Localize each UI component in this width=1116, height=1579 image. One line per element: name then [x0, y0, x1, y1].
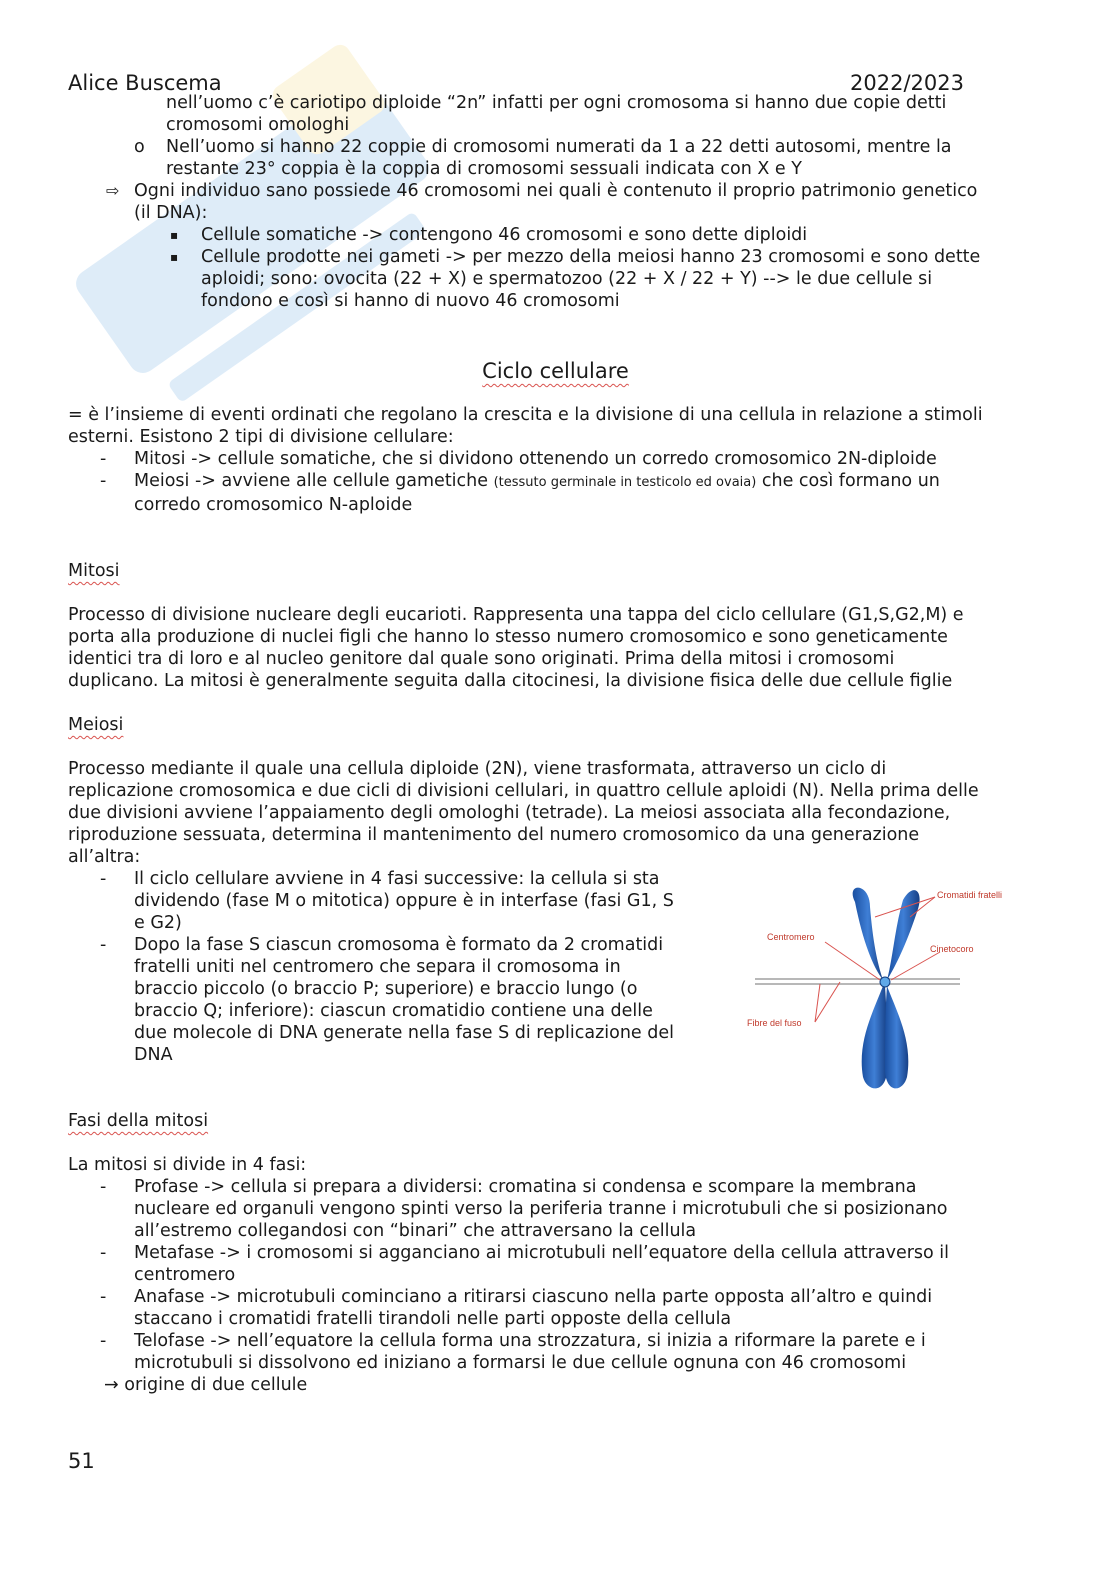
label-cinetocoro: Cinetocoro — [930, 944, 974, 954]
text-line: aploidi; sono: ovocita (22 + X) e spermatozoo (22 + X / 22 + Y) --> le due cellule si — [201, 269, 933, 289]
dash-bullet: - — [100, 1287, 107, 1307]
text-line: DNA — [134, 1045, 173, 1065]
text-line: Telofase -> nell’equatore la cellula forma una strozzatura, si inizia a riformare la parete e i — [134, 1331, 926, 1351]
text-line: porta alla produzione di nuclei figli che hanno lo stesso numero cromosomico e sono geneticamente — [68, 627, 948, 647]
chromosome-diagram — [745, 872, 1035, 1097]
text-line: identici tra di loro e al nucleo genitore dal quale sono originati. Prima della mitosi i cromosomi — [68, 649, 895, 669]
academic-year: 2022/2023 — [850, 71, 964, 95]
text-line: Profase -> cellula si prepara a dividersi: cromatina si condensa e scompare la membrana — [134, 1177, 917, 1197]
text-line: dividendo (fase M o mitotica) oppure è in interfase (fasi G1, S — [134, 891, 674, 911]
small-note: (tessuto germinale in testicolo ed ovaia) — [493, 475, 757, 490]
text-line: nell’uomo c’è cariotipo diploide “2n” infatti per ogni cromosoma si hanno due copie detti — [166, 93, 947, 113]
subsection-title-mitosi: Mitosi — [68, 561, 120, 581]
text-line: duplicano. La mitosi è generalmente seguita dalla citocinesi, la divisione fisica delle due cellule figlie — [68, 671, 953, 691]
text-line: braccio Q; inferiore): ciascun cromatidio contiene una delle — [134, 1001, 653, 1021]
arrow-right-icon: → — [104, 1375, 119, 1395]
centromere — [880, 977, 890, 987]
text-line: esterni. Esistono 2 tipi di divisione cellulare: — [68, 427, 454, 447]
dash-bullet: - — [100, 449, 107, 469]
text-line: Ogni individuo sano possiede 46 cromosomi nei quali è contenuto il proprio patrimonio genetico — [134, 181, 978, 201]
text-line: Metafase -> i cromosomi si agganciano ai microtubuli nell’equatore della cellula attraverso il — [134, 1243, 950, 1263]
section-title-ciclo: Ciclo cellulare — [482, 359, 629, 383]
text-line: nucleare ed organuli vengono spinti verso la periferia tranne i microtubuli che si posizionano — [134, 1199, 948, 1219]
list-item — [68, 1242, 1043, 1286]
label-cromatidi-fratelli: Cromatidi fratelli — [937, 890, 1003, 900]
text-line: centromero — [134, 1265, 236, 1285]
list-item — [68, 246, 1043, 312]
text-line: restante 23° coppia è la coppia di cromosomi sessuali indicata con X e Y — [166, 159, 802, 179]
list-item — [68, 224, 1043, 246]
circle-bullet: o — [134, 137, 145, 157]
text-line: Anafase -> microtubuli cominciano a ritirarsi ciascuno nella parte opposta all’altro e quindi — [134, 1287, 933, 1307]
page-number: 51 — [68, 1449, 95, 1473]
arrow-icon: ⇨ — [106, 181, 120, 200]
text-line: Il ciclo cellulare avviene in 4 fasi successive: la cellula si sta — [134, 869, 660, 889]
text-line: replicazione cromosomica e due cicli di divisioni cellulari, in quattro cellule aploidi (N). Nella prima delle — [68, 781, 979, 801]
text-line: corredo cromosomico N-aploide — [134, 495, 413, 515]
dash-bullet: - — [100, 471, 107, 491]
text-span: Meiosi -> avviene alle cellule gametiche — [134, 471, 494, 491]
text-line: riproduzione sessuata, determina il mantenimento del numero cromosomico da una generazione — [68, 825, 920, 845]
list-item — [68, 180, 1043, 224]
list-item — [68, 1176, 1043, 1242]
dash-bullet: - — [100, 935, 107, 955]
list-item — [68, 1330, 1043, 1374]
label-fibre-del-fuso: Fibre del fuso — [747, 1018, 802, 1028]
conclusion-line — [68, 1374, 1043, 1396]
text-line — [134, 470, 1043, 494]
text-line: Nell’uomo si hanno 22 coppie di cromosomi numerati da 1 a 22 detti autosomi, mentre la — [166, 137, 952, 157]
text-line: all’altra: — [68, 847, 141, 867]
list-item — [68, 136, 1043, 180]
text-span: che così formano un — [756, 471, 940, 491]
chromatid-lower-left — [862, 986, 887, 1088]
list-item — [68, 470, 1043, 516]
page-content — [68, 92, 1043, 1396]
dash-bullet: - — [100, 869, 107, 889]
text-line: staccano i cromatidi fratelli tirandoli nelle parti opposte della cellula — [134, 1309, 732, 1329]
dash-bullet: - — [100, 1243, 107, 1263]
text-line: Processo di divisione nucleare degli eucarioti. Rappresenta una tappa del ciclo cellulare (G1,S,G2,M) e — [68, 605, 964, 625]
chromatid-lower-right — [885, 986, 908, 1088]
text-line: e G2) — [134, 913, 182, 933]
text-line: microtubuli si dissolvono ed iniziano a formarsi le due cellule ognuna con 46 cromosomi — [134, 1353, 907, 1373]
subsection-title-meiosi: Meiosi — [68, 715, 124, 735]
text-line: Processo mediante il quale una cellula diploide (2N), viene trasformata, attraverso un ciclo di — [68, 759, 887, 779]
square-bullet-icon: ▪ — [170, 250, 179, 264]
intro-continuation — [68, 92, 1043, 136]
chromatid-upper-left — [853, 888, 883, 980]
text-line: cromosomi omologhi — [166, 115, 350, 135]
label-centromero: Centromero — [767, 932, 815, 942]
text-line: (il DNA): — [134, 203, 208, 223]
text-line: fratelli uniti nel centromero che separa il cromosoma in — [134, 957, 621, 977]
author-name: Alice Buscema — [68, 71, 222, 95]
text-line: = è l’insieme di eventi ordinati che regolano la crescita e la divisione di una cellula in relazione a stimoli — [68, 405, 983, 425]
dash-bullet: - — [100, 1177, 107, 1197]
text-span: origine di due cellule — [124, 1375, 308, 1395]
text-line: braccio piccolo (o braccio P; superiore) e braccio lungo (o — [134, 979, 638, 999]
text-line: due molecole di DNA generate nella fase S di replicazione del — [134, 1023, 674, 1043]
list-item — [68, 1286, 1043, 1330]
text-line: Cellule prodotte nei gameti -> per mezzo della meiosi hanno 23 cromosomi e sono dette — [201, 247, 981, 267]
text-line: Cellule somatiche -> contengono 46 cromosomi e sono dette diploidi — [201, 225, 808, 245]
text-line: Dopo la fase S ciascun cromosoma è formato da 2 cromatidi — [134, 935, 664, 955]
list-item — [68, 448, 1043, 470]
text-line: fondono e così si hanno di nuovo 46 cromosomi — [201, 291, 620, 311]
text-line: all’estremo collegandosi con “binari” che attraversano la cellula — [134, 1221, 697, 1241]
square-bullet-icon: ▪ — [170, 228, 179, 242]
leader-line — [815, 982, 840, 1022]
text-line: La mitosi si divide in 4 fasi: — [68, 1155, 307, 1175]
text-line: Mitosi -> cellule somatiche, che si dividono ottenendo un corredo cromosomico 2N-diploide — [134, 449, 937, 469]
subsection-title-fasi: Fasi della mitosi — [68, 1111, 209, 1131]
dash-bullet: - — [100, 1331, 107, 1351]
leader-line — [815, 984, 820, 1022]
text-line: due divisioni avviene l’appaiamento degli omologhi (tetrade). La meiosi associata alla fecondazione, — [68, 803, 951, 823]
